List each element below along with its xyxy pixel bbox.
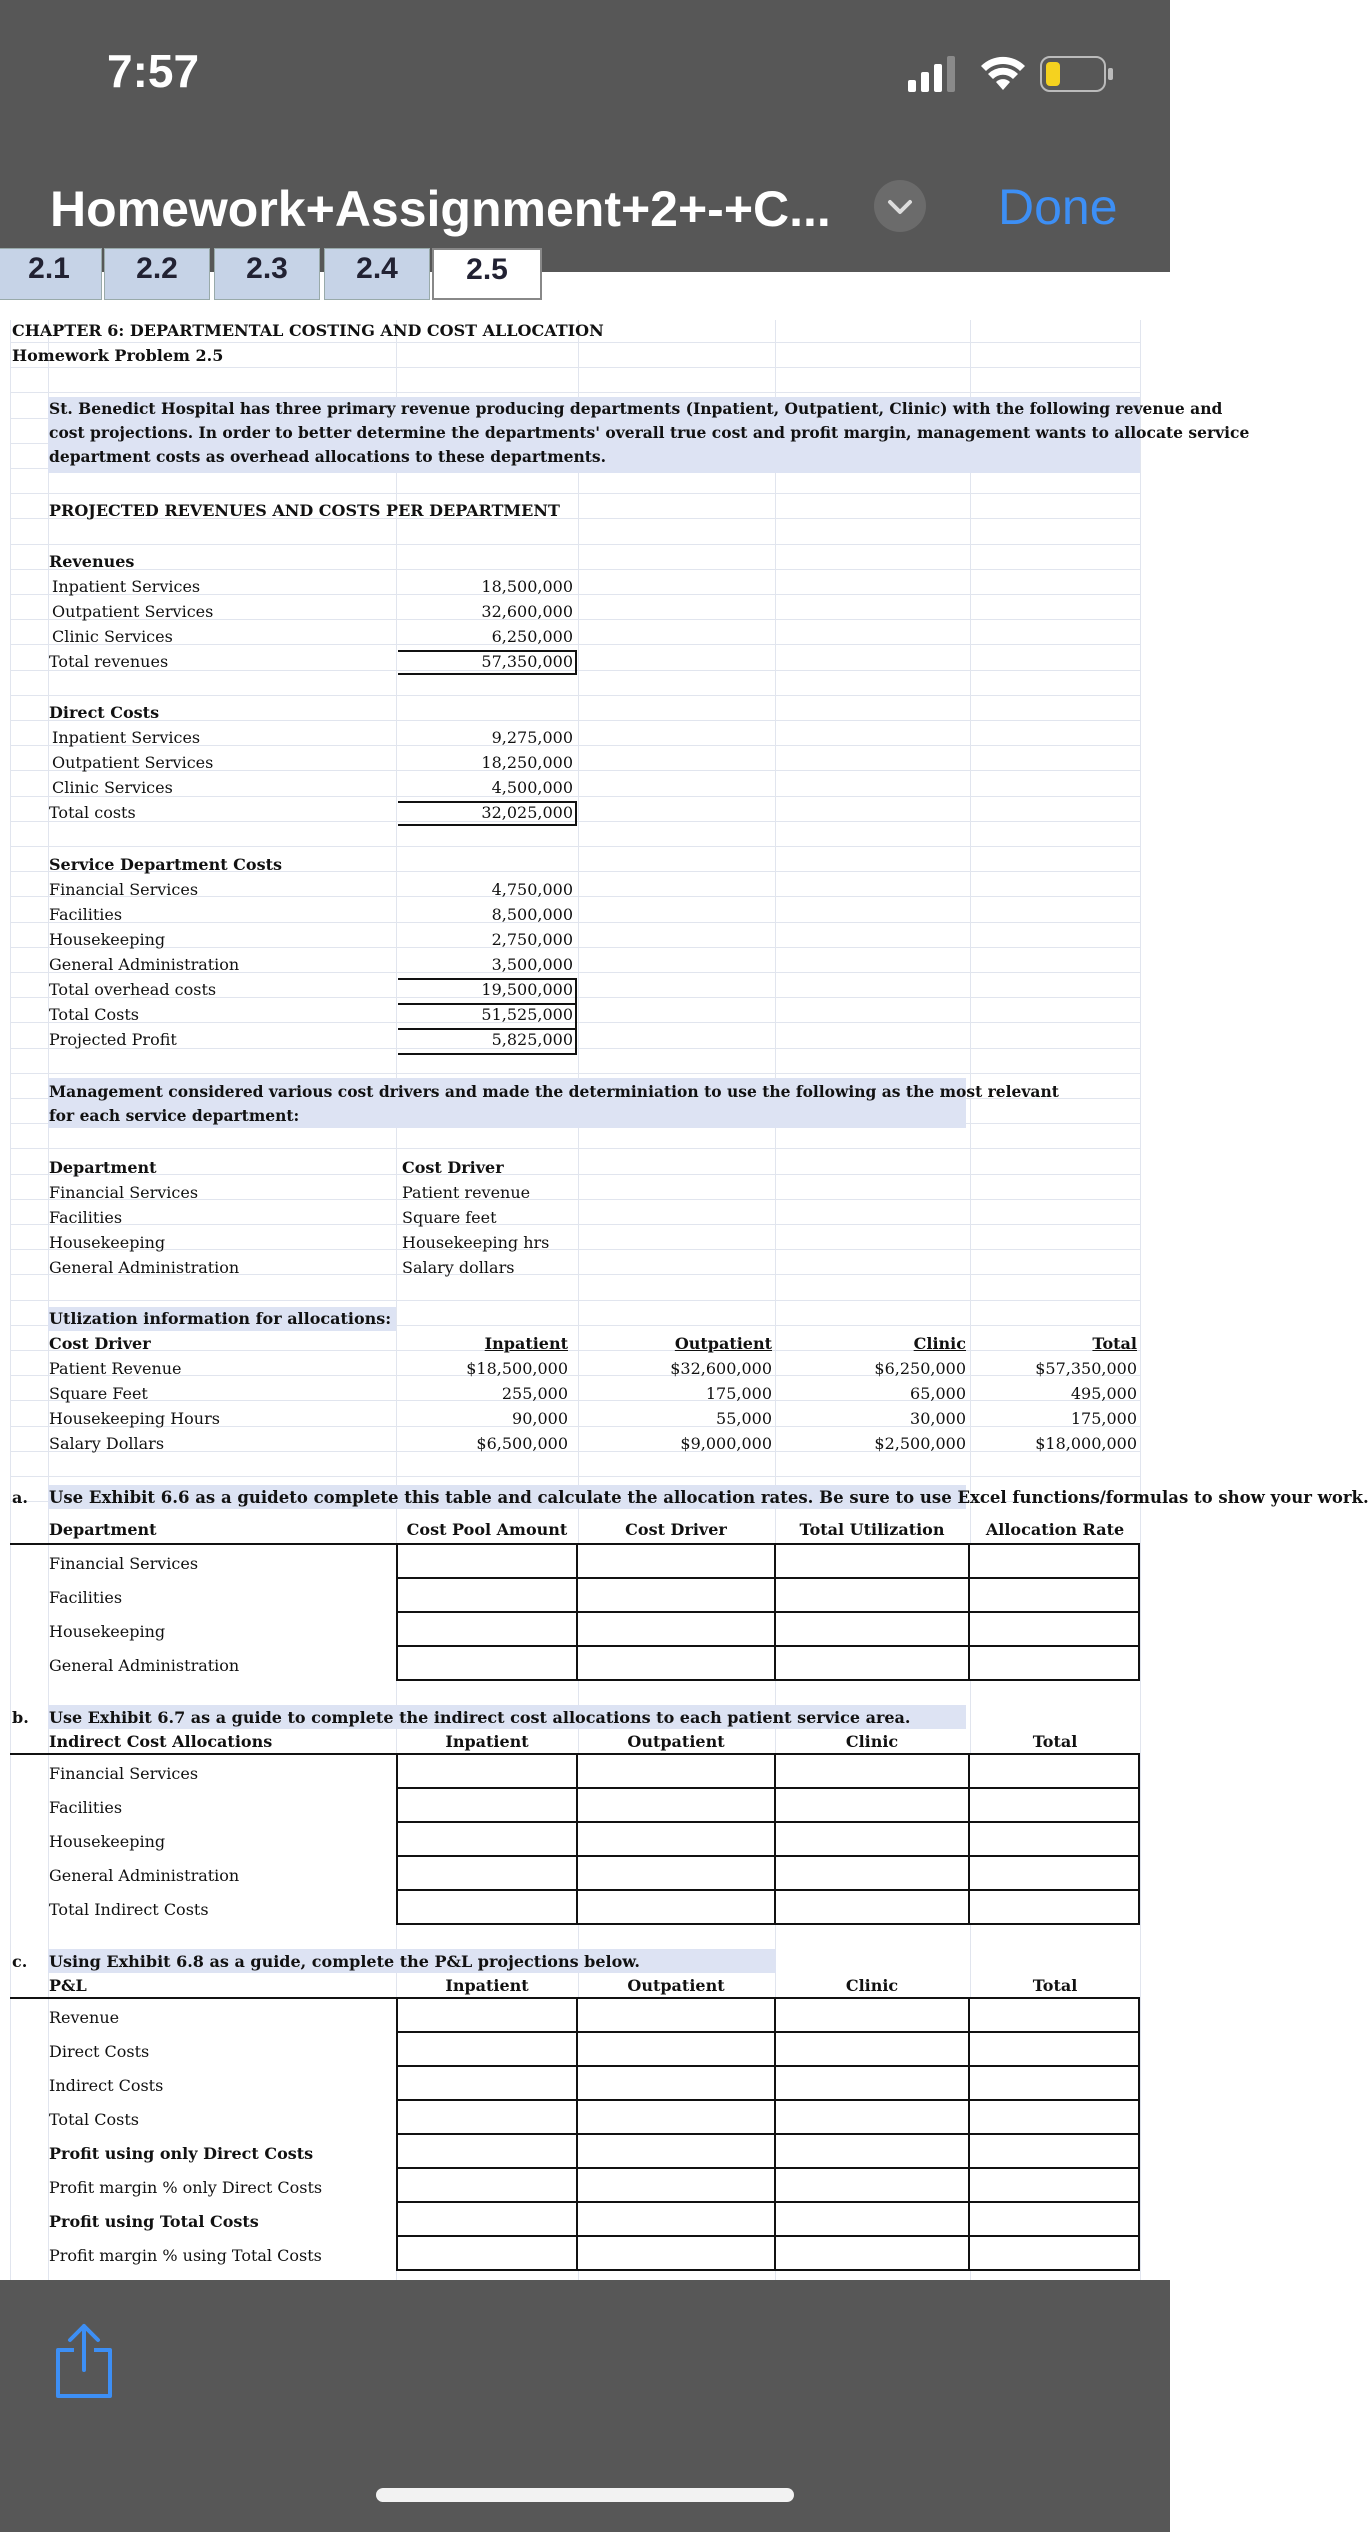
direct-cost-value: 4,500,000 xyxy=(491,778,573,797)
util-header-inpatient: Inpatient xyxy=(484,1334,568,1353)
part-a-cell[interactable] xyxy=(576,1611,776,1647)
util-value: 175,000 xyxy=(1070,1409,1137,1428)
home-indicator xyxy=(376,2488,794,2502)
part-a-instruction: Use Exhibit 6.6 as a guideto complete this table and calculate the allocation rates. Be sure to use Excel functions/formulas to show your work. xyxy=(49,1488,1369,1507)
wifi-icon xyxy=(980,52,1026,92)
util-value: $18,000,000 xyxy=(1035,1434,1137,1453)
grid-row-line xyxy=(10,696,1141,721)
intro-line-2: cost projections. In order to better determine the departments' overall true cost and profit margin, management wants to allocate service xyxy=(49,423,1250,442)
grid-row-line xyxy=(10,1200,1141,1225)
part-c-header-total: Total xyxy=(1032,1976,1078,1995)
part-a-cell[interactable] xyxy=(396,1611,578,1647)
part-a-cell[interactable] xyxy=(396,1543,578,1579)
part-b-cell[interactable] xyxy=(774,1855,970,1891)
part-c-cell[interactable] xyxy=(774,2065,970,2101)
part-c-cell[interactable] xyxy=(576,2235,776,2271)
part-a-cell[interactable] xyxy=(396,1645,578,1681)
revenue-label: Inpatient Services xyxy=(52,577,201,596)
part-c-cell[interactable] xyxy=(968,2065,1140,2101)
util-title: Utlization information for allocations: xyxy=(49,1309,392,1328)
util-value: 495,000 xyxy=(1070,1384,1137,1403)
part-b-cell[interactable] xyxy=(774,1787,970,1823)
part-c-cell[interactable] xyxy=(774,2167,970,2203)
util-row-label: Salary Dollars xyxy=(49,1434,165,1453)
service-total-border xyxy=(398,978,577,1054)
part-c-cell[interactable] xyxy=(576,2133,776,2169)
service-cost-value: 8,500,000 xyxy=(491,905,573,924)
part-c-row-label: Direct Costs xyxy=(49,2042,150,2061)
part-c-cell[interactable] xyxy=(396,2099,578,2135)
part-b-cell[interactable] xyxy=(576,1787,776,1823)
part-c-cell[interactable] xyxy=(774,2201,970,2237)
part-a-cell[interactable] xyxy=(396,1577,578,1613)
part-b-cell[interactable] xyxy=(774,1889,970,1925)
projected-title: PROJECTED REVENUES AND COSTS PER DEPARTMENT xyxy=(49,501,560,520)
part-c-cell[interactable] xyxy=(774,2099,970,2135)
part-b-cell[interactable] xyxy=(774,1753,970,1789)
part-c-header-outpatient: Outpatient xyxy=(627,1976,725,1995)
service-total-line xyxy=(398,1053,577,1055)
util-row-label: Patient Revenue xyxy=(49,1359,182,1378)
util-value: $6,250,000 xyxy=(874,1359,966,1378)
revenue-label: Clinic Services xyxy=(52,627,173,646)
sheet-tab-2-3[interactable]: 2.3 xyxy=(214,248,320,300)
total-costs-value: 51,525,000 xyxy=(481,1005,573,1024)
total-revenues-border xyxy=(398,650,577,675)
service-costs-title: Service Department Costs xyxy=(49,855,282,874)
part-a-cell[interactable] xyxy=(968,1645,1140,1681)
service-cost-value: 2,750,000 xyxy=(491,930,573,949)
part-a-row-label: Housekeeping xyxy=(49,1622,166,1641)
part-c-row-label: Profit margin % only Direct Costs xyxy=(49,2178,323,2197)
part-c-cell[interactable] xyxy=(774,1997,970,2033)
service-total-line xyxy=(398,978,577,980)
sheet-tab-2-5[interactable]: 2.5 xyxy=(432,248,542,300)
driver-name: Salary dollars xyxy=(402,1258,515,1277)
part-b-cell[interactable] xyxy=(576,1821,776,1857)
part-c-letter: c. xyxy=(12,1952,28,1971)
util-row-label: Housekeeping Hours xyxy=(49,1409,220,1428)
part-a-cell[interactable] xyxy=(576,1645,776,1681)
part-a-cell[interactable] xyxy=(968,1611,1140,1647)
direct-total-value: 32,025,000 xyxy=(481,803,573,822)
part-c-cell[interactable] xyxy=(396,2235,578,2271)
util-header-cost-driver: Cost Driver xyxy=(49,1334,151,1353)
part-b-header-outpatient: Outpatient xyxy=(627,1732,725,1751)
service-cost-label: Facilities xyxy=(49,905,123,924)
part-c-cell[interactable] xyxy=(576,2167,776,2203)
grid-row-line xyxy=(10,772,1141,797)
grid-row-line xyxy=(10,1452,1141,1477)
revenue-total-label: Total revenues xyxy=(49,652,169,671)
grid-row-line xyxy=(10,1225,1141,1250)
grid-row-line xyxy=(10,1150,1141,1175)
util-value: 90,000 xyxy=(512,1409,568,1428)
part-a-cell[interactable] xyxy=(774,1645,970,1681)
direct-cost-label: Clinic Services xyxy=(52,778,173,797)
part-a-cell[interactable] xyxy=(774,1577,970,1613)
part-a-cell[interactable] xyxy=(576,1577,776,1613)
status-time: 7:57 xyxy=(107,45,200,97)
chapter-title: CHAPTER 6: DEPARTMENTAL COSTING AND COST ALLOCATION xyxy=(12,321,604,340)
revenue-value: 32,600,000 xyxy=(481,602,573,621)
part-c-cell[interactable] xyxy=(396,2201,578,2237)
part-c-cell[interactable] xyxy=(774,2133,970,2169)
part-c-row-label: Revenue xyxy=(49,2008,120,2027)
part-a-cell[interactable] xyxy=(968,1577,1140,1613)
part-c-cell[interactable] xyxy=(968,1997,1140,2033)
util-value: 255,000 xyxy=(501,1384,568,1403)
part-b-header-clinic: Clinic xyxy=(845,1732,899,1751)
util-value: $9,000,000 xyxy=(680,1434,772,1453)
part-c-cell[interactable] xyxy=(968,2167,1140,2203)
intro-line-1: St. Benedict Hospital has three primary revenue producing departments (Inpatient, Outpatient, Clinic) with the following revenue and xyxy=(49,399,1223,418)
util-value: $2,500,000 xyxy=(874,1434,966,1453)
revenue-total-value: 57,350,000 xyxy=(481,652,573,671)
direct-total-label: Total costs xyxy=(49,803,136,822)
part-c-header-inpatient: Inpatient xyxy=(445,1976,529,1995)
part-b-cell[interactable] xyxy=(968,1855,1140,1891)
grid-row-line xyxy=(10,620,1141,645)
driver-department: Housekeeping xyxy=(49,1233,166,1252)
revenue-label: Outpatient Services xyxy=(52,602,214,621)
part-b-letter: b. xyxy=(12,1708,29,1727)
part-c-cell[interactable] xyxy=(968,2235,1140,2271)
document-title: Homework+Assignment+2+-+C... xyxy=(50,181,831,237)
direct-cost-value: 18,250,000 xyxy=(481,753,573,772)
part-c-row-label: Indirect Costs xyxy=(49,2076,164,2095)
drivers-col-cost-driver: Cost Driver xyxy=(402,1158,504,1177)
part-b-cell[interactable] xyxy=(396,1787,578,1823)
grid-row-line xyxy=(10,1276,1141,1301)
util-value: $32,600,000 xyxy=(670,1359,772,1378)
util-value: 175,000 xyxy=(705,1384,772,1403)
part-c-cell[interactable] xyxy=(396,2133,578,2169)
overhead-total-value: 19,500,000 xyxy=(481,980,573,999)
total-costs-border xyxy=(398,801,577,826)
part-a-header-department: Department xyxy=(49,1520,157,1539)
part-b-cell[interactable] xyxy=(968,1889,1140,1925)
part-b-cell[interactable] xyxy=(396,1821,578,1857)
part-c-cell[interactable] xyxy=(968,2099,1140,2135)
driver-name: Square feet xyxy=(402,1208,497,1227)
title-menu-button[interactable] xyxy=(874,180,926,232)
service-total-line xyxy=(398,1028,577,1030)
part-a-header-allocation-rate: Allocation Rate xyxy=(985,1520,1125,1539)
part-c-cell[interactable] xyxy=(576,2031,776,2067)
part-b-cell[interactable] xyxy=(968,1753,1140,1789)
part-b-row-label: Facilities xyxy=(49,1798,123,1817)
part-b-cell[interactable] xyxy=(396,1855,578,1891)
part-b-cell[interactable] xyxy=(396,1889,578,1925)
part-b-cell[interactable] xyxy=(576,1855,776,1891)
spreadsheet[interactable] xyxy=(0,304,1369,2280)
done-button[interactable]: Done xyxy=(998,179,1118,235)
util-value: $57,350,000 xyxy=(1035,1359,1137,1378)
part-c-instruction: Using Exhibit 6.8 as a guide, complete the P&L projections below. xyxy=(49,1952,640,1971)
revenues-title: Revenues xyxy=(49,552,135,571)
part-b-cell[interactable] xyxy=(576,1889,776,1925)
revenue-value: 6,250,000 xyxy=(491,627,573,646)
sheet-tab-bar xyxy=(0,252,1170,304)
sheet-tab-2-1[interactable]: 2.1 xyxy=(0,248,102,300)
part-b-cell[interactable] xyxy=(774,1821,970,1857)
part-b-row-label: Financial Services xyxy=(49,1764,199,1783)
driver-name: Patient revenue xyxy=(402,1183,531,1202)
part-c-cell[interactable] xyxy=(968,2201,1140,2237)
direct-cost-label: Outpatient Services xyxy=(52,753,214,772)
part-b-row-label: General Administration xyxy=(49,1866,240,1885)
drivers-col-department: Department xyxy=(49,1158,157,1177)
part-a-row-label: General Administration xyxy=(49,1656,240,1675)
direct-cost-value: 9,275,000 xyxy=(491,728,573,747)
part-c-cell[interactable] xyxy=(396,1997,578,2033)
util-value: 55,000 xyxy=(716,1409,772,1428)
problem-title: Homework Problem 2.5 xyxy=(12,346,224,365)
share-icon[interactable] xyxy=(52,2320,116,2400)
part-c-cell[interactable] xyxy=(968,2031,1140,2067)
part-c-row-label: Profit margin % using Total Costs xyxy=(49,2246,322,2265)
part-a-header-total-utilization: Total Utilization xyxy=(799,1520,945,1539)
part-a-letter: a. xyxy=(12,1488,28,1507)
part-b-header-inpatient: Inpatient xyxy=(445,1732,529,1751)
part-b-cell[interactable] xyxy=(396,1753,578,1789)
part-c-cell[interactable] xyxy=(396,2031,578,2067)
part-c-row-label: Total Costs xyxy=(49,2110,139,2129)
direct-cost-label: Inpatient Services xyxy=(52,728,201,747)
service-cost-label: Financial Services xyxy=(49,880,199,899)
grid-row-line xyxy=(10,898,1141,923)
part-c-cell[interactable] xyxy=(576,1997,776,2033)
mgmt-line-2: for each service department: xyxy=(49,1106,300,1125)
part-c-cell[interactable] xyxy=(396,2065,578,2101)
driver-name: Housekeeping hrs xyxy=(402,1233,550,1252)
part-a-header-cost-pool: Cost Pool Amount xyxy=(406,1520,568,1539)
sheet-tab-2-4[interactable]: 2.4 xyxy=(324,248,430,300)
service-cost-label: General Administration xyxy=(49,955,240,974)
projected-profit-label: Projected Profit xyxy=(49,1030,177,1049)
util-value: $18,500,000 xyxy=(466,1359,568,1378)
part-c-cell[interactable] xyxy=(774,2235,970,2271)
grid-row-line xyxy=(10,545,1141,570)
intro-line-3: department costs as overhead allocations to these departments. xyxy=(49,447,607,466)
service-cost-value: 3,500,000 xyxy=(491,955,573,974)
part-b-header-total: Total xyxy=(1032,1732,1078,1751)
part-c-cell[interactable] xyxy=(576,2099,776,2135)
grid-row-line xyxy=(10,923,1141,948)
util-header-total: Total xyxy=(1092,1334,1137,1353)
total-costs-label: Total Costs xyxy=(49,1005,139,1024)
part-a-cell[interactable] xyxy=(774,1611,970,1647)
part-a-header-cost-driver: Cost Driver xyxy=(625,1520,727,1539)
part-c-row-label: Profit using only Direct Costs xyxy=(49,2144,314,2163)
grid-row-line xyxy=(10,1124,1141,1149)
service-cost-label: Housekeeping xyxy=(49,930,166,949)
cellular-signal-icon xyxy=(908,56,958,92)
part-a-cell[interactable] xyxy=(968,1543,1140,1579)
direct-costs-title: Direct Costs xyxy=(49,703,160,722)
part-c-cell[interactable] xyxy=(968,2133,1140,2169)
util-value: $6,500,000 xyxy=(476,1434,568,1453)
service-cost-value: 4,750,000 xyxy=(491,880,573,899)
util-value: 30,000 xyxy=(910,1409,966,1428)
part-a-cell[interactable] xyxy=(774,1543,970,1579)
chevron-down-icon xyxy=(874,180,926,232)
part-b-cell[interactable] xyxy=(968,1787,1140,1823)
util-row-label: Square Feet xyxy=(49,1384,148,1403)
driver-department: General Administration xyxy=(49,1258,240,1277)
part-b-cell[interactable] xyxy=(576,1753,776,1789)
part-b-header-label: Indirect Cost Allocations xyxy=(49,1732,273,1751)
sheet-tab-2-2[interactable]: 2.2 xyxy=(104,248,210,300)
grid-row-line xyxy=(10,368,1141,393)
part-c-row-label: Profit using Total Costs xyxy=(49,2212,259,2231)
driver-department: Financial Services xyxy=(49,1183,199,1202)
part-c-cell[interactable] xyxy=(576,2065,776,2101)
part-b-row-label: Housekeeping xyxy=(49,1832,166,1851)
overhead-total-label: Total overhead costs xyxy=(49,980,217,999)
part-a-cell[interactable] xyxy=(576,1543,776,1579)
part-c-cell[interactable] xyxy=(774,2031,970,2067)
part-c-cell[interactable] xyxy=(576,2201,776,2237)
part-b-instruction: Use Exhibit 6.7 as a guide to complete the indirect cost allocations to each patient service area. xyxy=(49,1708,911,1727)
part-b-row-label: Total Indirect Costs xyxy=(49,1900,209,1919)
part-c-header-clinic: Clinic xyxy=(845,1976,899,1995)
util-header-clinic: Clinic xyxy=(913,1334,966,1353)
driver-department: Facilities xyxy=(49,1208,123,1227)
util-value: 65,000 xyxy=(910,1384,966,1403)
service-total-line xyxy=(398,1003,577,1005)
part-c-header-label: P&L xyxy=(49,1976,87,1995)
projected-profit-value: 5,825,000 xyxy=(491,1030,573,1049)
battery-icon xyxy=(1040,56,1114,92)
part-a-row-label: Facilities xyxy=(49,1588,123,1607)
mgmt-line-1: Management considered various cost drivers and made the determiniation to use the following as the most relevant xyxy=(49,1082,1059,1101)
grid-row-line xyxy=(10,520,1141,545)
revenue-value: 18,500,000 xyxy=(481,577,573,596)
part-b-cell[interactable] xyxy=(968,1821,1140,1857)
part-a-row-label: Financial Services xyxy=(49,1554,199,1573)
part-c-cell[interactable] xyxy=(396,2167,578,2203)
util-header-outpatient: Outpatient xyxy=(674,1334,772,1353)
